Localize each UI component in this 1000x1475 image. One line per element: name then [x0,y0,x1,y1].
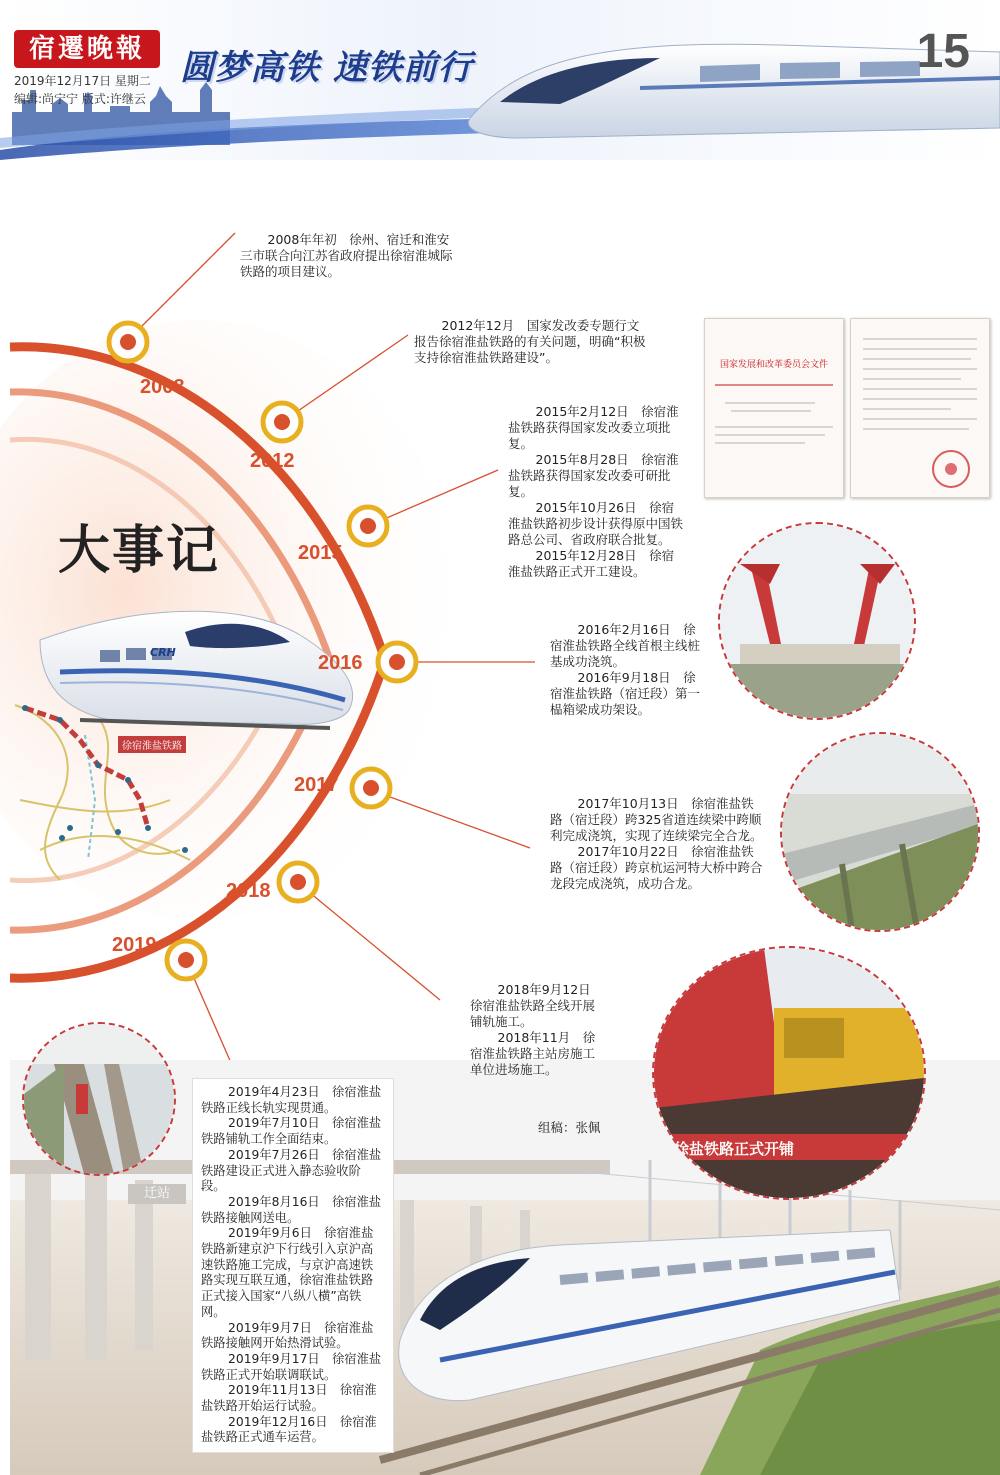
photo-track-workers [22,1022,176,1176]
page-slogan: 圆梦高铁 速铁前行 [180,48,473,88]
year-label-2015: 2015 [298,542,343,564]
year-node-2012 [260,400,304,444]
event-item: 2016年9月18日 徐宿淮盐铁路（宿迁段）第一榀箱梁成功架设。 [550,670,701,717]
event-item: 2019年9月6日 徐宿淮盐铁路新建京沪下行线引入京沪高速铁路施工完成，与京沪高速铁路实现互联互通，徐宿淮盐铁路正式接入国家“八纵八横”高铁网。 [201,1226,374,1319]
page-header [0,0,1000,160]
event-item: 2019年7月26日 徐宿淮盐铁路建设正式进入静态验收阶段。 [201,1147,382,1194]
event-item: 2019年11月13日 徐宿淮盐铁路开始运行试验。 [201,1383,377,1414]
node-marker [375,640,419,684]
track-laying-image [654,948,924,1198]
page-title: 大事记 [58,520,221,581]
station-sign: 迁站 [128,1184,186,1204]
node-marker [260,400,304,444]
event-item: 2015年2月12日 徐宿淮盐铁路获得国家发改委立项批复。 [508,404,679,451]
map-route-label: 徐宿淮盐铁路 [118,736,186,753]
event-item: 2012年12月 国家发改委专题行文报告徐宿淮盐铁路的有关问题，明确“积极支持徐宿淮盐铁路建设”。 [414,318,646,365]
event-item: 2017年10月13日 徐宿淮盐铁路（宿迁段）跨325省道连续梁中跨顺利完成浇筑，实现了连续梁完全合龙。 [550,796,763,843]
event-group-2012 [414,318,646,366]
event-item: 2016年2月16日 徐宿淮盐铁路全线首根主线桩基成功浇筑。 [550,622,701,669]
photo-bridge-aerial [780,732,980,932]
year-label-2018: 2018 [226,880,271,902]
event-item: 2015年10月26日 徐宿淮盐铁路初步设计获得原中国铁路总公司、省政府联合批复。 [508,500,684,547]
node-marker [164,938,208,982]
crh-logo: CRH [150,646,176,659]
year-label-2016: 2016 [318,652,363,674]
bridge-aerial-image [782,734,978,930]
document-title: 国家发展和改革委员会文件 [719,360,828,370]
node-marker [346,504,390,548]
event-item: 2008年年初 徐州、宿迁和淮安三市联合向江苏省政府提出徐宿淮城际铁路的项目建议。 [240,232,453,279]
year-node-2017 [349,766,393,810]
issue-date: 2019年12月17日 星期二 [14,74,151,88]
document-text-lines [851,319,989,497]
year-node-2018 [276,860,320,904]
document-scan-cover [704,318,844,498]
event-item: 2019年8月16日 徐宿淮盐铁路接触网送电。 [201,1194,382,1225]
node-marker [106,320,150,364]
event-group-2015 [508,404,684,580]
photo-pile-construction [718,522,916,720]
event-group-2008 [240,232,458,280]
event-group-2016 [550,622,706,718]
year-node-2019 [164,938,208,982]
event-item: 2015年8月28日 徐宿淮盐铁路获得国家发改委可研批复。 [508,452,679,499]
year-label-2019: 2019 [112,934,157,956]
year-node-2016 [375,640,419,684]
document-scan-page [850,318,990,498]
event-item: 2018年9月12日 徐宿淮盐铁路全线开展铺轨施工。 [470,982,604,1029]
event-item: 2019年9月17日 徐宿淮盐铁路正式开始联调联试。 [201,1351,382,1382]
document-text-lines [715,383,833,483]
event-group-2018 [470,982,606,1078]
year-node-2015 [346,504,390,548]
event-item: 2019年12月16日 徐宿淮盐铁路正式通车运营。 [201,1414,377,1445]
event-item: 2019年4月23日 徐宿淮盐铁路正线长轨实现贯通。 [201,1085,382,1115]
event-group-2019 [192,1078,394,1453]
event-item: 2019年9月7日 徐宿淮盐铁路接触网开始热滑试验。 [201,1320,374,1351]
editor-credit: 编辑:尚宁宁 版式:许继云 [14,92,146,106]
year-label-2008: 2008 [140,376,185,398]
page-number: 15 [916,25,970,78]
construction-gantry-image [720,524,914,718]
photo-track-laying [652,946,926,1200]
track-laying-banner: 徐盐铁路正式开铺 [674,1140,795,1158]
newspaper-masthead: 宿遷晚報 [14,30,160,68]
node-marker [276,860,320,904]
year-label-2017: 2017 [294,774,339,796]
track-workers-image [24,1024,174,1174]
event-item: 2015年12月28日 徐宿淮盐铁路正式开工建设。 [508,548,675,579]
event-item: 2017年10月22日 徐宿淮盐铁路（宿迁段）跨京杭运河特大桥中跨合龙段完成浇筑，成功合龙。 [550,844,763,891]
event-group-2017 [550,796,764,892]
node-marker [349,766,393,810]
year-label-2012: 2012 [250,450,295,472]
event-item: 2019年7月10日 徐宿淮盐铁路铺轨工作全面结束。 [201,1116,382,1147]
year-node-2008 [106,320,150,364]
event-item: 2018年11月 徐宿淮盐铁路主站房施工单位进场施工。 [470,1030,596,1077]
article-credit: 组稿：张佩 [538,1120,601,1135]
